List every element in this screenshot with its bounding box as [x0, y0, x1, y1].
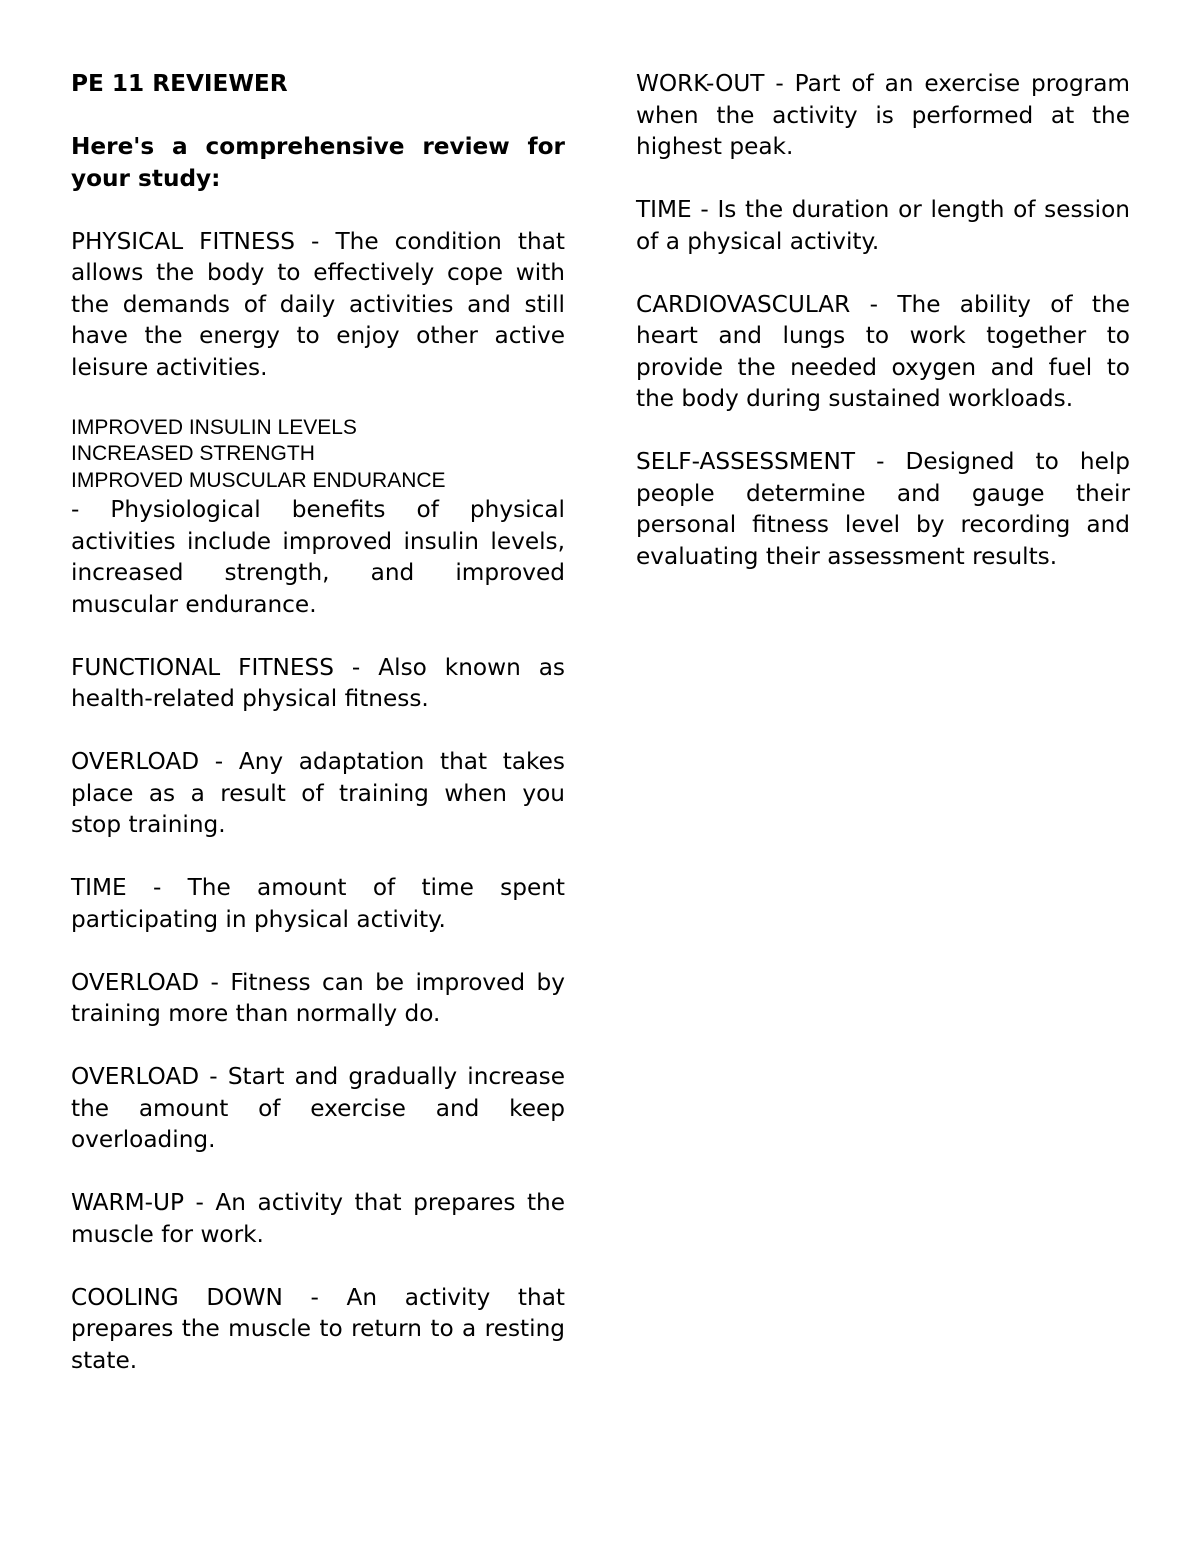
- definition-entry: OVERLOAD - Any adaptation that takes place as a result of training when you stop training.: [71, 748, 566, 838]
- definition: The condition that allows the body to effectively cope with the demands of daily activities and still have the energy to enjoy other active leisure activities.: [71, 227, 565, 381]
- definition: The amount of time spent participating in physical activity.: [71, 874, 566, 933]
- definition-entry: TIME - Is the duration or length of session of a physical activity.: [636, 196, 1130, 255]
- benefit-item: IMPROVED INSULIN LEVELS: [71, 415, 357, 439]
- term: TIME: [636, 196, 692, 223]
- definition: Fitness can be improved by training more than normally do.: [71, 968, 565, 1027]
- term: SELF-ASSESSMENT: [636, 448, 856, 475]
- term: TIME: [71, 874, 127, 901]
- benefit-item: INCREASED STRENGTH: [71, 442, 315, 465]
- definition: Part of an exercise program when the activity is performed at the highest peak.: [636, 70, 1130, 160]
- term: COOLING DOWN: [71, 1283, 283, 1311]
- definition-entry: WARM-UP - An activity that prepares the muscle for work.: [71, 1189, 565, 1248]
- definition-entry: SELF-ASSESSMENT - Designed to help people determine and gauge their personal fitness level by recording and evaluating their assessment results.: [636, 448, 1130, 570]
- definition-entry: CARDIOVASCULAR - The ability of the heart and lungs to work together to provide the needed oxygen and fuel to the body during sustained workloads.: [636, 290, 1130, 412]
- definition-entry: WORK-OUT - Part of an exercise program when the activity is performed at the highest peak.: [636, 70, 1130, 160]
- term: FUNCTIONAL FITNESS: [71, 653, 334, 681]
- term: OVERLOAD: [71, 748, 200, 775]
- definition: The ability of the heart and lungs to work together to provide the needed oxygen and fuel to the body during sustained workloads.: [636, 290, 1130, 412]
- definition: Designed to help people determine and gauge their personal fitness level by recording and evaluating their assessment results.: [636, 448, 1130, 570]
- definition-entry: OVERLOAD - Fitness can be improved by training more than normally do.: [71, 968, 565, 1027]
- definition-entry: PHYSICAL FITNESS - The condition that allows the body to effectively cope with the demands of daily activities and still have the energy to enjoy other active leisure activities.: [71, 227, 565, 381]
- definition: Is the duration or length of session of a physical activity.: [636, 196, 1130, 255]
- document-title: PE 11 REVIEWER: [71, 70, 288, 97]
- term: OVERLOAD: [71, 968, 200, 996]
- term: OVERLOAD: [71, 1063, 200, 1090]
- benefit-item: IMPROVED MUSCULAR ENDURANCE: [71, 468, 446, 492]
- term: WORK-OUT: [636, 70, 765, 97]
- benefit-list: [71, 415, 565, 495]
- left-column: [71, 68, 565, 1408]
- definition: An activity that prepares the muscle to return to a resting state.: [71, 1283, 566, 1374]
- term: WARM-UP: [71, 1189, 184, 1216]
- definition-entry: COOLING DOWN - An activity that prepares the muscle to return to a resting state.: [71, 1283, 566, 1374]
- definition-entry: FUNCTIONAL FITNESS - Also known as health-related physical fitness.: [71, 653, 566, 712]
- term: PHYSICAL FITNESS: [71, 227, 295, 255]
- document-intro: Here's a comprehensive review for your study:: [71, 133, 565, 192]
- right-column: [636, 68, 1130, 604]
- definition: Also known as health-related physical fitness.: [71, 653, 566, 712]
- benefits-block: [71, 415, 565, 621]
- definition: Start and gradually increase the amount of exercise and keep overloading.: [71, 1063, 566, 1153]
- benefits-definition: - Physiological benefits of physical activities include improved insulin levels, increased strength, and improved muscular endurance.: [71, 496, 565, 618]
- definition: An activity that prepares the muscle for work.: [71, 1189, 565, 1248]
- definition: Any adaptation that takes place as a result of training when you stop training.: [71, 748, 566, 838]
- definition-entry: TIME - The amount of time spent participating in physical activity.: [71, 874, 566, 933]
- term: CARDIOVASCULAR: [636, 290, 851, 318]
- definition-entry: OVERLOAD - Start and gradually increase the amount of exercise and keep overloading.: [71, 1063, 566, 1153]
